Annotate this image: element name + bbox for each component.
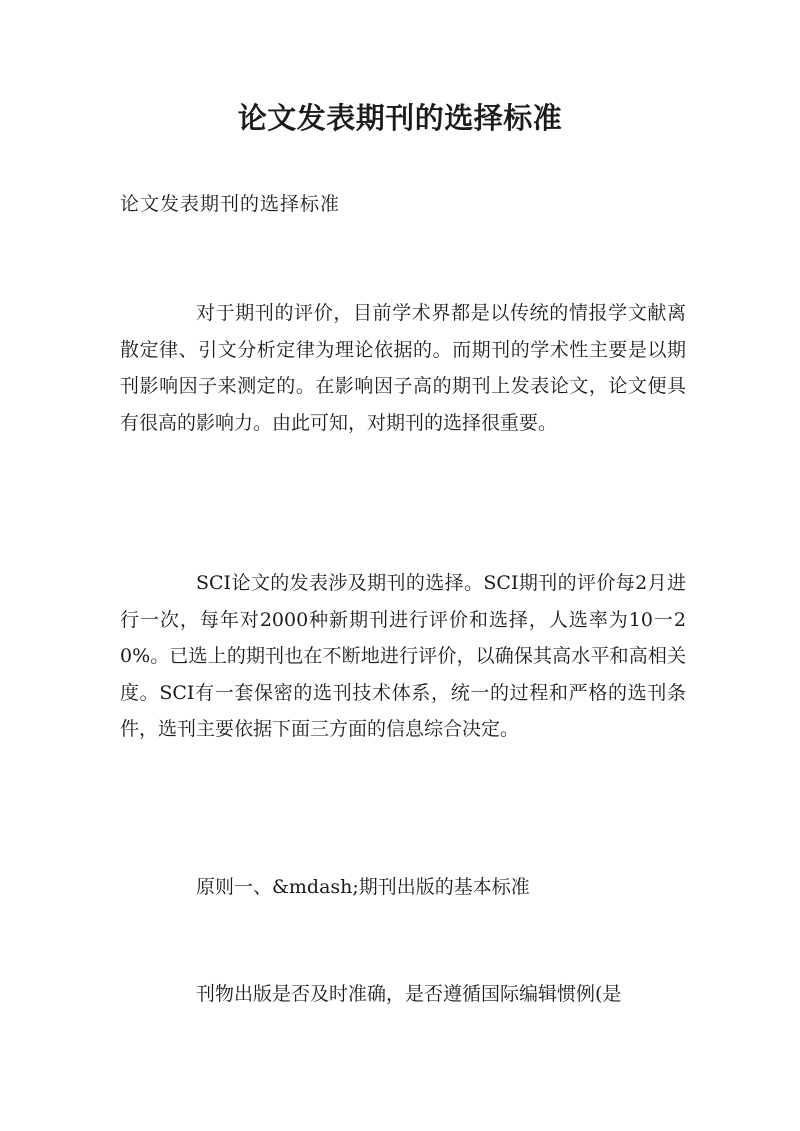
paragraph-sci-selection: SCI论文的发表涉及期刊的选择。SCI期刊的评价每2月进行一次，每年对2000种新期刊进行评价和选择，人选率为10一20%。已选上的期刊也在不断地进行评价，以确保其高水平和高相关度。SCI有一套保密的选刊技术体系，统一的过程和严格的选刊条件，选刊主要依据下面三方面的信息综合决定。 [120,572,686,741]
paragraph-publishing-standard: 刊物出版是否及时准确，是否遵循国际编辑惯例(是 [196,983,622,1005]
paragraph-journal-evaluation: 对于期刊的评价，目前学术界都是以传统的情报学文献离散定律、引文分析定律为理论依据的。而期刊的学术性主要是以期刊影响因子来测定的。在影响因子高的期刊上发表论文，论文便具有很高的影响力。由此可知，对期刊的选择很重要。 [120,302,686,434]
document-subtitle: 论文发表期刊的选择标准 [120,193,341,215]
paragraph-principle-one: 原则一、&mdash;期刊出版的基本标准 [196,876,530,898]
document-title: 论文发表期刊的选择标准 [237,101,563,135]
